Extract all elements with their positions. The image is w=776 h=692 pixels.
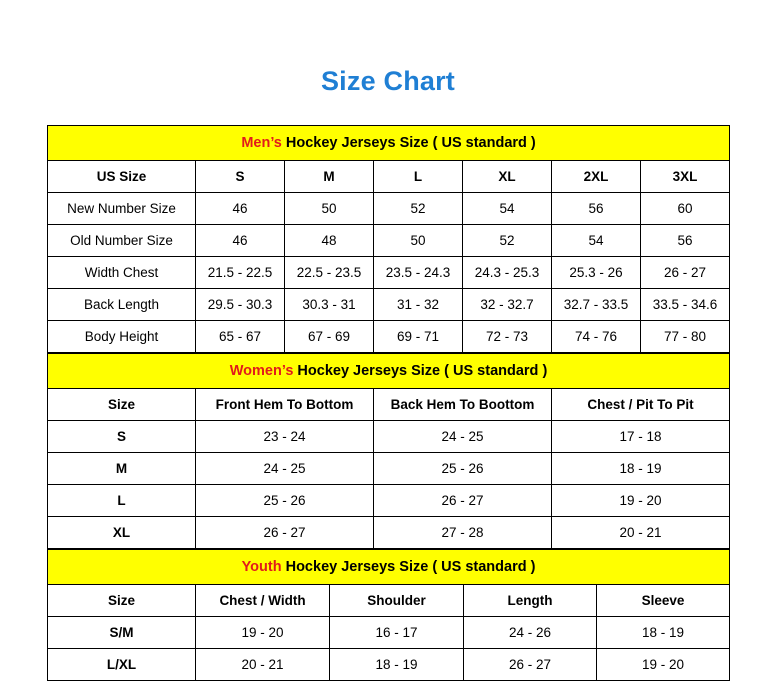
table-row — [48, 485, 730, 517]
youth-section-rest: Hockey Jerseys Size ( US standard ) — [281, 559, 536, 575]
youth-row0-cell4: 18 - 19 — [597, 617, 730, 649]
youth-row1-cell4: 19 - 20 — [597, 649, 730, 681]
mens-row2-cell3: 23.5 - 24.3 — [374, 257, 463, 289]
youth-header-cell-0: Size — [48, 585, 196, 617]
mens-row2-label: Width Chest — [48, 257, 196, 289]
mens-section-accent: Men’s — [241, 135, 282, 151]
mens-header-cell-3: L — [374, 161, 463, 193]
youth-row1-cell2: 18 - 19 — [330, 649, 464, 681]
table-row — [48, 225, 730, 257]
womens-row0-cell2: 24 - 25 — [374, 421, 552, 453]
youth-section-header — [48, 550, 730, 585]
youth-header-cell-2: Shoulder — [330, 585, 464, 617]
mens-row3-label: Back Length — [48, 289, 196, 321]
youth-row1-cell1: 20 - 21 — [196, 649, 330, 681]
youth-row0-cell2: 16 - 17 — [330, 617, 464, 649]
womens-row0-cell3: 17 - 18 — [552, 421, 730, 453]
mens-row1-cell5: 54 — [552, 225, 641, 257]
mens-row1-cell3: 50 — [374, 225, 463, 257]
mens-row3-cell3: 31 - 32 — [374, 289, 463, 321]
mens-header-cell-0: US Size — [48, 161, 196, 193]
table-row — [48, 453, 730, 485]
table-row — [48, 649, 730, 681]
mens-header-cell-4: XL — [463, 161, 552, 193]
womens-header-cell-0: Size — [48, 389, 196, 421]
mens-row4-cell2: 67 - 69 — [285, 321, 374, 353]
table-row — [48, 289, 730, 321]
womens-row3-label: XL — [48, 517, 196, 549]
womens-row2-cell3: 19 - 20 — [552, 485, 730, 517]
womens-row3-cell2: 27 - 28 — [374, 517, 552, 549]
womens-size-table — [47, 353, 730, 549]
womens-row0-label: S — [48, 421, 196, 453]
mens-row0-cell1: 46 — [196, 193, 285, 225]
womens-column-header-row — [48, 389, 730, 421]
page-title: Size Chart — [320, 66, 456, 96]
mens-header-cell-2: M — [285, 161, 374, 193]
youth-section-accent: Youth — [241, 559, 282, 575]
mens-row0-cell6: 60 — [641, 193, 730, 225]
mens-header-cell-5: 2XL — [552, 161, 641, 193]
youth-row1-label: L/XL — [48, 649, 196, 681]
mens-row2-cell4: 24.3 - 25.3 — [463, 257, 552, 289]
mens-row2-cell2: 22.5 - 23.5 — [285, 257, 374, 289]
womens-row1-cell2: 25 - 26 — [374, 453, 552, 485]
mens-row2-cell6: 26 - 27 — [641, 257, 730, 289]
womens-row1-cell1: 24 - 25 — [196, 453, 374, 485]
mens-row4-cell6: 77 - 80 — [641, 321, 730, 353]
youth-row0-label: S/M — [48, 617, 196, 649]
table-row — [48, 321, 730, 353]
youth-header-cell-4: Sleeve — [597, 585, 730, 617]
mens-row4-cell5: 74 - 76 — [552, 321, 641, 353]
mens-header-cell-1: S — [196, 161, 285, 193]
mens-row3-cell4: 32 - 32.7 — [463, 289, 552, 321]
mens-row3-cell5: 32.7 - 33.5 — [552, 289, 641, 321]
womens-row0-cell1: 23 - 24 — [196, 421, 374, 453]
womens-section-accent: Women’s — [229, 363, 294, 379]
womens-section-rest: Hockey Jerseys Size ( US standard ) — [293, 363, 548, 379]
mens-section-header-row — [48, 126, 730, 161]
womens-header-cell-1: Front Hem To Bottom — [196, 389, 374, 421]
mens-row4-cell1: 65 - 67 — [196, 321, 285, 353]
womens-section-header-row — [48, 354, 730, 389]
mens-row3-cell1: 29.5 - 30.3 — [196, 289, 285, 321]
womens-header-cell-3: Chest / Pit To Pit — [552, 389, 730, 421]
youth-row0-cell3: 24 - 26 — [464, 617, 597, 649]
mens-section-header — [48, 126, 730, 161]
table-row — [48, 517, 730, 549]
mens-row0-cell4: 54 — [463, 193, 552, 225]
mens-row1-cell1: 46 — [196, 225, 285, 257]
womens-row1-label: M — [48, 453, 196, 485]
mens-row2-cell1: 21.5 - 22.5 — [196, 257, 285, 289]
mens-row0-cell5: 56 — [552, 193, 641, 225]
mens-header-cell-6: 3XL — [641, 161, 730, 193]
mens-row1-cell4: 52 — [463, 225, 552, 257]
youth-size-table — [47, 549, 730, 681]
mens-section-rest: Hockey Jerseys Size ( US standard ) — [281, 135, 536, 151]
table-row — [48, 421, 730, 453]
womens-row2-cell1: 25 - 26 — [196, 485, 374, 517]
mens-row3-cell2: 30.3 - 31 — [285, 289, 374, 321]
womens-row2-cell2: 26 - 27 — [374, 485, 552, 517]
table-row — [48, 617, 730, 649]
mens-row0-cell2: 50 — [285, 193, 374, 225]
womens-row2-label: L — [48, 485, 196, 517]
mens-row2-cell5: 25.3 - 26 — [552, 257, 641, 289]
mens-row4-cell3: 69 - 71 — [374, 321, 463, 353]
youth-row0-cell1: 19 - 20 — [196, 617, 330, 649]
youth-column-header-row — [48, 585, 730, 617]
womens-row3-cell3: 20 - 21 — [552, 517, 730, 549]
mens-row0-label: New Number Size — [48, 193, 196, 225]
mens-row1-cell2: 48 — [285, 225, 374, 257]
mens-column-header-row — [48, 161, 730, 193]
mens-row0-cell3: 52 — [374, 193, 463, 225]
size-tables-container — [47, 97, 729, 681]
table-row — [48, 193, 730, 225]
womens-section-header — [48, 354, 730, 389]
mens-size-table — [47, 125, 730, 353]
womens-header-cell-2: Back Hem To Boottom — [374, 389, 552, 421]
mens-row4-label: Body Height — [48, 321, 196, 353]
mens-row4-cell4: 72 - 73 — [463, 321, 552, 353]
table-row — [48, 257, 730, 289]
youth-header-cell-3: Length — [464, 585, 597, 617]
youth-header-cell-1: Chest / Width — [196, 585, 330, 617]
womens-row3-cell1: 26 - 27 — [196, 517, 374, 549]
youth-section-header-row — [48, 550, 730, 585]
youth-row1-cell3: 26 - 27 — [464, 649, 597, 681]
mens-row1-label: Old Number Size — [48, 225, 196, 257]
mens-row1-cell6: 56 — [641, 225, 730, 257]
womens-row1-cell3: 18 - 19 — [552, 453, 730, 485]
mens-row3-cell6: 33.5 - 34.6 — [641, 289, 730, 321]
